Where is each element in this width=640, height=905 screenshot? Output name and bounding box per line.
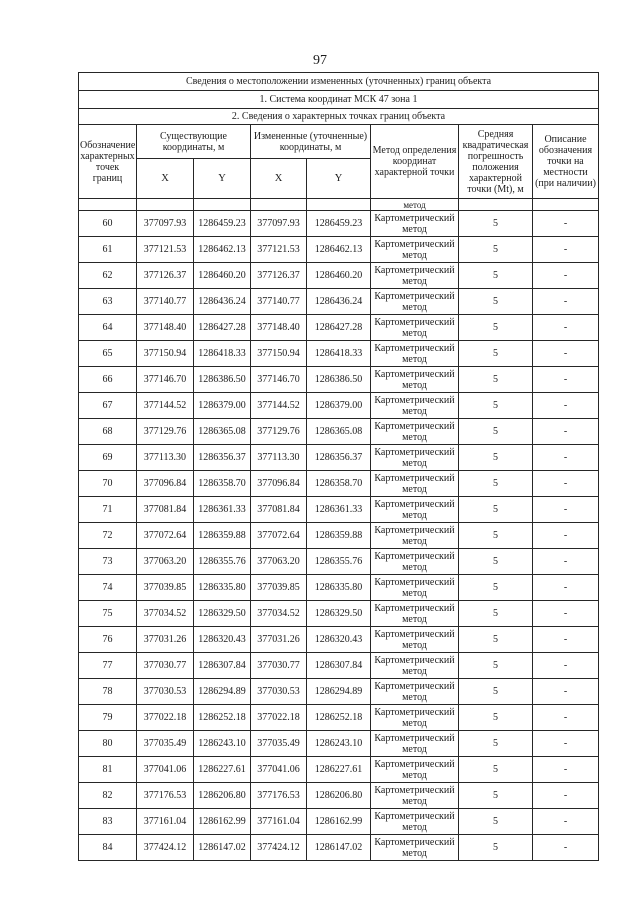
- existing-y: 1286355.76: [194, 549, 251, 575]
- changed-x: 377031.26: [251, 627, 307, 653]
- method-cell: Картометрический метод: [371, 523, 459, 549]
- existing-x: 377113.30: [137, 445, 194, 471]
- changed-x: 377030.77: [251, 653, 307, 679]
- carryover-cell: [251, 199, 307, 211]
- changed-x: 377063.20: [251, 549, 307, 575]
- method-cell: Картометрический метод: [371, 757, 459, 783]
- existing-y: 1286379.00: [194, 393, 251, 419]
- method-cell: Картометрический метод: [371, 315, 459, 341]
- accuracy-cell: 5: [459, 263, 533, 289]
- table-row: [79, 679, 599, 705]
- point-id: 63: [79, 289, 137, 315]
- changed-y: 1286359.88: [307, 523, 371, 549]
- point-id: 60: [79, 211, 137, 237]
- description-cell: -: [533, 575, 599, 601]
- changed-y: 1286206.80: [307, 783, 371, 809]
- accuracy-cell: 5: [459, 835, 533, 861]
- description-cell: -: [533, 627, 599, 653]
- method-cell: Картометрический метод: [371, 419, 459, 445]
- changed-x: 377140.77: [251, 289, 307, 315]
- coord-system-label: 1. Система координат МСК 47 зона 1: [79, 91, 599, 109]
- header-description: Описание обозначения точки на местности (при наличии): [533, 125, 599, 199]
- description-cell: -: [533, 757, 599, 783]
- changed-y: 1286427.28: [307, 315, 371, 341]
- existing-y: 1286418.33: [194, 341, 251, 367]
- point-id: 70: [79, 471, 137, 497]
- accuracy-cell: 5: [459, 653, 533, 679]
- changed-x: 377096.84: [251, 471, 307, 497]
- table-row: [79, 315, 599, 341]
- existing-y: 1286294.89: [194, 679, 251, 705]
- method-cell: Картометрический метод: [371, 367, 459, 393]
- changed-y: 1286418.33: [307, 341, 371, 367]
- header-row: [79, 125, 599, 159]
- description-cell: -: [533, 237, 599, 263]
- changed-y: 1286365.08: [307, 419, 371, 445]
- changed-y: 1286386.50: [307, 367, 371, 393]
- point-id: 82: [79, 783, 137, 809]
- point-id: 73: [79, 549, 137, 575]
- table-title-row: [79, 73, 599, 91]
- table-row: [79, 835, 599, 861]
- header-changed-x: X: [251, 159, 307, 199]
- existing-y: 1286335.80: [194, 575, 251, 601]
- table-row: [79, 211, 599, 237]
- table-row: [79, 445, 599, 471]
- method-cell: Картометрический метод: [371, 731, 459, 757]
- table-row: [79, 263, 599, 289]
- table-row: [79, 575, 599, 601]
- accuracy-cell: 5: [459, 497, 533, 523]
- point-id: 65: [79, 341, 137, 367]
- method-cell: Картометрический метод: [371, 783, 459, 809]
- method-cell: Картометрический метод: [371, 809, 459, 835]
- accuracy-cell: 5: [459, 783, 533, 809]
- description-cell: -: [533, 835, 599, 861]
- method-cell: Картометрический метод: [371, 575, 459, 601]
- changed-y: 1286329.50: [307, 601, 371, 627]
- changed-x: 377121.53: [251, 237, 307, 263]
- existing-x: 377041.06: [137, 757, 194, 783]
- changed-x: 377129.76: [251, 419, 307, 445]
- changed-y: 1286335.80: [307, 575, 371, 601]
- existing-x: 377081.84: [137, 497, 194, 523]
- table-row: [79, 471, 599, 497]
- changed-x: 377113.30: [251, 445, 307, 471]
- description-cell: -: [533, 393, 599, 419]
- changed-x: 377039.85: [251, 575, 307, 601]
- accuracy-cell: 5: [459, 549, 533, 575]
- point-id: 67: [79, 393, 137, 419]
- point-id: 64: [79, 315, 137, 341]
- changed-x: 377424.12: [251, 835, 307, 861]
- changed-y: 1286252.18: [307, 705, 371, 731]
- changed-y: 1286462.13: [307, 237, 371, 263]
- point-id: 78: [79, 679, 137, 705]
- existing-y: 1286359.88: [194, 523, 251, 549]
- method-cell: Картометрический метод: [371, 237, 459, 263]
- changed-y: 1286294.89: [307, 679, 371, 705]
- point-id: 61: [79, 237, 137, 263]
- changed-x: 377072.64: [251, 523, 307, 549]
- carryover-cell: [307, 199, 371, 211]
- point-id: 75: [79, 601, 137, 627]
- header-changed: Измененные (уточненные) координаты, м: [251, 125, 371, 159]
- accuracy-cell: 5: [459, 341, 533, 367]
- existing-y: 1286460.20: [194, 263, 251, 289]
- description-cell: -: [533, 367, 599, 393]
- table-row: [79, 809, 599, 835]
- description-cell: -: [533, 523, 599, 549]
- table-row: [79, 289, 599, 315]
- changed-y: 1286356.37: [307, 445, 371, 471]
- accuracy-cell: 5: [459, 445, 533, 471]
- method-cell: Картометрический метод: [371, 445, 459, 471]
- changed-x: 377034.52: [251, 601, 307, 627]
- changed-x: 377148.40: [251, 315, 307, 341]
- changed-x: 377097.93: [251, 211, 307, 237]
- table-row: [79, 549, 599, 575]
- method-cell: Картометрический метод: [371, 653, 459, 679]
- method-cell: Картометрический метод: [371, 211, 459, 237]
- existing-x: 377039.85: [137, 575, 194, 601]
- coord-system-row: [79, 91, 599, 109]
- header-existing-x: X: [137, 159, 194, 199]
- table-row: [79, 601, 599, 627]
- carryover-row: [79, 199, 599, 211]
- method-cell: Картометрический метод: [371, 835, 459, 861]
- existing-x: 377126.37: [137, 263, 194, 289]
- existing-y: 1286307.84: [194, 653, 251, 679]
- section-row: [79, 109, 599, 125]
- changed-x: 377161.04: [251, 809, 307, 835]
- method-cell: Картометрический метод: [371, 263, 459, 289]
- existing-x: 377022.18: [137, 705, 194, 731]
- accuracy-cell: 5: [459, 367, 533, 393]
- method-cell: Картометрический метод: [371, 627, 459, 653]
- carryover-cell: [79, 199, 137, 211]
- existing-y: 1286365.08: [194, 419, 251, 445]
- method-cell: Картометрический метод: [371, 393, 459, 419]
- table-row: [79, 523, 599, 549]
- table-row: [79, 731, 599, 757]
- changed-y: 1286355.76: [307, 549, 371, 575]
- changed-x: 377081.84: [251, 497, 307, 523]
- changed-x: 377144.52: [251, 393, 307, 419]
- existing-y: 1286162.99: [194, 809, 251, 835]
- existing-y: 1286206.80: [194, 783, 251, 809]
- accuracy-cell: 5: [459, 809, 533, 835]
- existing-x: 377150.94: [137, 341, 194, 367]
- existing-x: 377146.70: [137, 367, 194, 393]
- existing-y: 1286243.10: [194, 731, 251, 757]
- description-cell: -: [533, 653, 599, 679]
- method-cell: Картометрический метод: [371, 601, 459, 627]
- method-cell: Картометрический метод: [371, 549, 459, 575]
- existing-x: 377031.26: [137, 627, 194, 653]
- description-cell: -: [533, 211, 599, 237]
- existing-y: 1286427.28: [194, 315, 251, 341]
- existing-y: 1286436.24: [194, 289, 251, 315]
- existing-x: 377034.52: [137, 601, 194, 627]
- changed-x: 377126.37: [251, 263, 307, 289]
- accuracy-cell: 5: [459, 679, 533, 705]
- changed-y: 1286147.02: [307, 835, 371, 861]
- existing-x: 377424.12: [137, 835, 194, 861]
- point-id: 81: [79, 757, 137, 783]
- existing-y: 1286356.37: [194, 445, 251, 471]
- changed-y: 1286227.61: [307, 757, 371, 783]
- carryover-cell: [194, 199, 251, 211]
- existing-x: 377148.40: [137, 315, 194, 341]
- existing-y: 1286252.18: [194, 705, 251, 731]
- accuracy-cell: 5: [459, 237, 533, 263]
- description-cell: -: [533, 315, 599, 341]
- header-existing-y: Y: [194, 159, 251, 199]
- changed-y: 1286436.24: [307, 289, 371, 315]
- changed-y: 1286379.00: [307, 393, 371, 419]
- changed-y: 1286358.70: [307, 471, 371, 497]
- method-cell: Картометрический метод: [371, 471, 459, 497]
- existing-x: 377161.04: [137, 809, 194, 835]
- accuracy-cell: 5: [459, 705, 533, 731]
- table-row: [79, 497, 599, 523]
- point-id: 74: [79, 575, 137, 601]
- accuracy-cell: 5: [459, 627, 533, 653]
- method-cell: Картометрический метод: [371, 289, 459, 315]
- accuracy-cell: 5: [459, 471, 533, 497]
- existing-y: 1286462.13: [194, 237, 251, 263]
- carryover-cell: [137, 199, 194, 211]
- table-row: [79, 757, 599, 783]
- description-cell: -: [533, 549, 599, 575]
- table-row: [79, 393, 599, 419]
- method-cell: Картометрический метод: [371, 679, 459, 705]
- changed-x: 377176.53: [251, 783, 307, 809]
- existing-x: 377072.64: [137, 523, 194, 549]
- point-id: 66: [79, 367, 137, 393]
- existing-x: 377030.53: [137, 679, 194, 705]
- changed-y: 1286162.99: [307, 809, 371, 835]
- accuracy-cell: 5: [459, 757, 533, 783]
- changed-y: 1286307.84: [307, 653, 371, 679]
- existing-x: 377129.76: [137, 419, 194, 445]
- changed-x: 377035.49: [251, 731, 307, 757]
- existing-y: 1286147.02: [194, 835, 251, 861]
- header-existing: Существующие координаты, м: [137, 125, 251, 159]
- header-method: Метод определения координат характерной точки: [371, 125, 459, 199]
- header-accuracy: Средняя квадратическая погрешность положения характерной точки (Mt), м: [459, 125, 533, 199]
- accuracy-cell: 5: [459, 523, 533, 549]
- existing-x: 377097.93: [137, 211, 194, 237]
- existing-x: 377030.77: [137, 653, 194, 679]
- point-id: 80: [79, 731, 137, 757]
- accuracy-cell: 5: [459, 419, 533, 445]
- table-row: [79, 653, 599, 679]
- description-cell: -: [533, 601, 599, 627]
- header-changed-y: Y: [307, 159, 371, 199]
- section-label: 2. Сведения о характерных точках границ объекта: [79, 109, 599, 125]
- accuracy-cell: 5: [459, 315, 533, 341]
- point-id: 62: [79, 263, 137, 289]
- point-id: 76: [79, 627, 137, 653]
- method-cell: Картометрический метод: [371, 341, 459, 367]
- changed-x: 377146.70: [251, 367, 307, 393]
- changed-y: 1286459.23: [307, 211, 371, 237]
- accuracy-cell: 5: [459, 211, 533, 237]
- accuracy-cell: 5: [459, 393, 533, 419]
- table-row: [79, 237, 599, 263]
- changed-y: 1286460.20: [307, 263, 371, 289]
- carryover-cell: [533, 199, 599, 211]
- description-cell: -: [533, 419, 599, 445]
- point-id: 77: [79, 653, 137, 679]
- boundary-points-table: [78, 72, 599, 861]
- description-cell: -: [533, 341, 599, 367]
- existing-y: 1286329.50: [194, 601, 251, 627]
- point-id: 72: [79, 523, 137, 549]
- existing-x: 377144.52: [137, 393, 194, 419]
- description-cell: -: [533, 783, 599, 809]
- table-row: [79, 705, 599, 731]
- changed-x: 377041.06: [251, 757, 307, 783]
- existing-x: 377096.84: [137, 471, 194, 497]
- point-id: 84: [79, 835, 137, 861]
- existing-y: 1286386.50: [194, 367, 251, 393]
- point-id: 71: [79, 497, 137, 523]
- existing-y: 1286320.43: [194, 627, 251, 653]
- accuracy-cell: 5: [459, 289, 533, 315]
- existing-x: 377035.49: [137, 731, 194, 757]
- changed-y: 1286361.33: [307, 497, 371, 523]
- description-cell: -: [533, 471, 599, 497]
- method-cell: Картометрический метод: [371, 497, 459, 523]
- page-number: 97: [313, 53, 327, 68]
- accuracy-cell: 5: [459, 601, 533, 627]
- method-cell: Картометрический метод: [371, 705, 459, 731]
- description-cell: -: [533, 809, 599, 835]
- existing-y: 1286361.33: [194, 497, 251, 523]
- accuracy-cell: 5: [459, 731, 533, 757]
- changed-x: 377030.53: [251, 679, 307, 705]
- changed-y: 1286320.43: [307, 627, 371, 653]
- carryover-method: метод: [371, 199, 459, 211]
- changed-x: 377022.18: [251, 705, 307, 731]
- point-id: 83: [79, 809, 137, 835]
- description-cell: -: [533, 263, 599, 289]
- accuracy-cell: 5: [459, 575, 533, 601]
- changed-x: 377150.94: [251, 341, 307, 367]
- existing-y: 1286227.61: [194, 757, 251, 783]
- existing-y: 1286459.23: [194, 211, 251, 237]
- existing-x: 377140.77: [137, 289, 194, 315]
- table-row: [79, 367, 599, 393]
- table-row: [79, 783, 599, 809]
- existing-x: 377176.53: [137, 783, 194, 809]
- description-cell: -: [533, 497, 599, 523]
- description-cell: -: [533, 731, 599, 757]
- existing-x: 377063.20: [137, 549, 194, 575]
- description-cell: -: [533, 679, 599, 705]
- description-cell: -: [533, 705, 599, 731]
- table-row: [79, 419, 599, 445]
- description-cell: -: [533, 289, 599, 315]
- table-row: [79, 341, 599, 367]
- changed-y: 1286243.10: [307, 731, 371, 757]
- point-id: 68: [79, 419, 137, 445]
- point-id: 69: [79, 445, 137, 471]
- header-point: Обозначение характерных точек границ: [79, 125, 137, 199]
- carryover-cell: [459, 199, 533, 211]
- table-row: [79, 627, 599, 653]
- existing-x: 377121.53: [137, 237, 194, 263]
- point-id: 79: [79, 705, 137, 731]
- description-cell: -: [533, 445, 599, 471]
- table-title: Сведения о местоположении измененных (уточненных) границ объекта: [79, 73, 599, 91]
- existing-y: 1286358.70: [194, 471, 251, 497]
